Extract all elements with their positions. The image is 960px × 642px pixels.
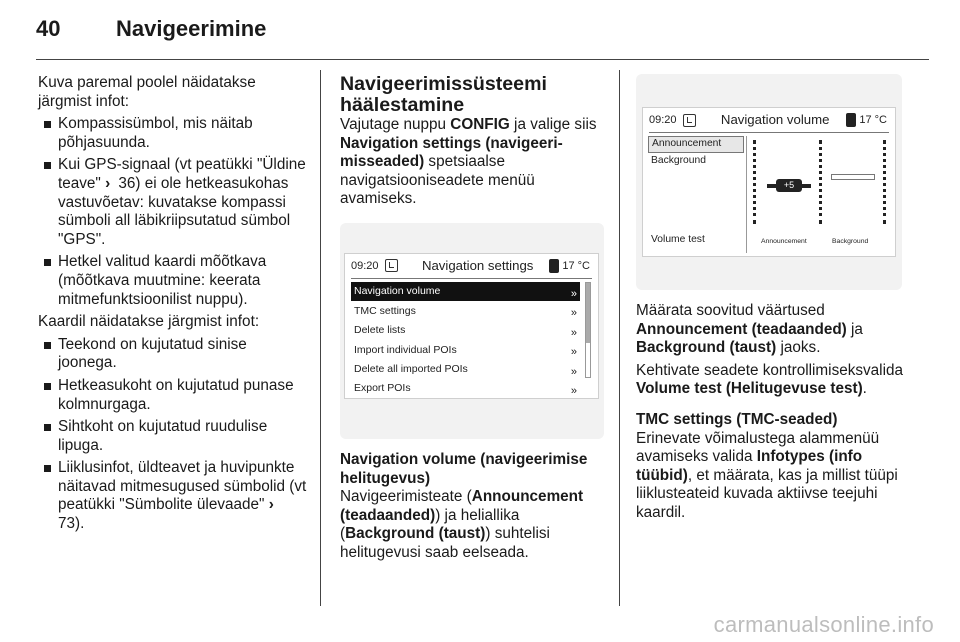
cross-reference-arrow-icon[interactable]: ›	[268, 496, 274, 514]
scrollbar-thumb[interactable]	[586, 283, 590, 343]
subsection-heading: Navigation volume (navigeerimise helitugevus)	[340, 450, 588, 487]
paragraph: Erinevate võimalustega alammenüü avamiseks valida Infotypes (info tüübid), et määrata, kas ja millist tüüpi liiklusteateid kuvada aktiivse teejuhi kaardil.	[636, 429, 898, 521]
slider-track-dots	[883, 140, 886, 224]
list-item: Teekond on kujutatud sinise joonega.	[38, 336, 308, 373]
column-divider-1	[320, 70, 321, 606]
paragraph: Vajutage nuppu CONFIG ja valige siis Navigation settings (navigeeri-misseaded) spetsiaalse navigatsiooniseadete menüü avamiseks.	[340, 116, 597, 208]
menu-item-export-pois[interactable]: Export POIs »	[351, 379, 580, 398]
settings-menu	[351, 282, 580, 398]
column-2	[340, 74, 610, 567]
cross-reference-arrow-icon[interactable]: ›	[105, 174, 111, 192]
menu-item-background[interactable]: Background	[651, 155, 706, 167]
list-item: Hetkel valitud kaardi mõõtkava (mõõtkava muutmine: keerata mitmefunktsioonilist nuppu).	[38, 253, 308, 309]
bullet-icon	[44, 465, 51, 472]
volume-menu	[648, 136, 744, 250]
column-divider-2	[619, 70, 620, 606]
watermark: carmanualsonline.info	[713, 612, 934, 637]
header-divider	[36, 59, 929, 60]
slider-track-dots	[819, 140, 822, 224]
nav-settings-screen	[344, 253, 599, 399]
menu-item-delete-lists[interactable]: Delete lists »	[351, 321, 580, 340]
column-3	[636, 74, 911, 527]
intro-text: Kuva paremal poolel näidatakse järgmist infot:	[38, 74, 256, 110]
announcement-slider-label: Announcement	[761, 238, 807, 246]
clock-time: 09:20	[351, 259, 379, 272]
subsection-heading: TMC settings (TMC-seaded)	[636, 410, 838, 428]
bullet-icon	[44, 259, 51, 266]
navigation-volume-screenshot	[636, 74, 902, 290]
chevron-right-icon: »	[570, 326, 577, 339]
paragraph: Navigeerimisteate (Announcement (teadaanded)) ja heliallika (Background (taust)) suhtelisi helitugevusi saab eelseada.	[340, 488, 584, 561]
menu-item-tmc-settings[interactable]: TMC settings »	[351, 301, 580, 320]
bullet-icon	[44, 424, 51, 431]
list-item: Kompassisümbol, mis näitab põhjasuunda.	[38, 115, 308, 152]
menu-item-announcement[interactable]: Announcement	[648, 136, 744, 153]
paragraph: Kehtivate seadete kontrollimiseksvalida Volume test (Helitugevuse test).	[636, 361, 903, 398]
clock-time: 09:20	[649, 113, 677, 126]
bullet-icon	[44, 342, 51, 349]
clock-icon	[683, 114, 696, 127]
column-1	[38, 74, 308, 538]
chevron-right-icon: »	[570, 346, 577, 359]
screen-status-bar	[643, 108, 895, 132]
bullet-icon	[44, 162, 51, 169]
thermometer-icon	[846, 113, 856, 127]
background-slider-label: Background	[832, 238, 869, 246]
chevron-right-icon: »	[570, 287, 577, 300]
temperature: 17 °C	[562, 259, 590, 272]
temperature: 17 °C	[859, 113, 887, 126]
menu-item-volume-test[interactable]: Volume test	[651, 234, 705, 246]
screen-divider	[649, 132, 889, 133]
screen-title: Navigation volume	[720, 111, 830, 127]
nav-volume-screen	[642, 107, 896, 257]
background-level-bar[interactable]	[831, 174, 875, 180]
map-intro-text: Kaardil näidatakse järgmist infot:	[38, 313, 260, 331]
screen-divider	[351, 278, 592, 279]
menu-scrollbar[interactable]	[585, 282, 591, 378]
page-number: 40	[36, 16, 61, 41]
list-item: Kui GPS-signaal (vt peatükki "Üldine teave" › 36) ei ole hetkeasukohas vastuvõetav: kuvatakse kompassi sümboli all läbikriipsutatud sümbol "GPS".	[38, 156, 308, 249]
list-item: Liiklusinfot, üldteavet ja huvipunkte näitavad mitmesugused sümbolid (vt peatükki "Sümbolite ülevaade" › 73).	[38, 459, 308, 533]
chevron-right-icon: »	[570, 365, 577, 378]
page-title: Navigeerimine	[116, 16, 267, 41]
menu-item-delete-imported-pois[interactable]: Delete all imported POIs »	[351, 360, 580, 379]
chevron-right-icon: »	[570, 307, 577, 320]
bullet-icon	[44, 383, 51, 390]
screen-status-bar	[345, 254, 598, 278]
navigation-settings-screenshot	[340, 223, 604, 439]
menu-item-import-pois[interactable]: Import individual POIs »	[351, 340, 580, 359]
chevron-right-icon: »	[570, 384, 577, 397]
clock-icon	[385, 259, 398, 272]
screen-title: Navigation settings	[421, 257, 534, 273]
page-header	[36, 16, 266, 50]
paragraph: Määrata soovitud väärtused Announcement (teadaanded) ja Background (taust) jaoks.	[636, 302, 863, 357]
menu-item-navigation-volume[interactable]: Navigation volume »	[351, 282, 580, 301]
slider-track-dots	[753, 140, 756, 224]
screen-vertical-divider	[746, 136, 747, 253]
section-heading: Navigeerimissüsteemi häälestamine	[340, 73, 547, 116]
list-item: Hetkeasukoht on kujutatud punase kolmnurgaga.	[38, 377, 308, 414]
thermometer-icon	[549, 259, 559, 273]
list-item: Sihtkoht on kujutatud ruudulise lipuga.	[38, 418, 308, 455]
announcement-slider-knob[interactable]: +5	[776, 179, 802, 192]
bullet-icon	[44, 121, 51, 128]
